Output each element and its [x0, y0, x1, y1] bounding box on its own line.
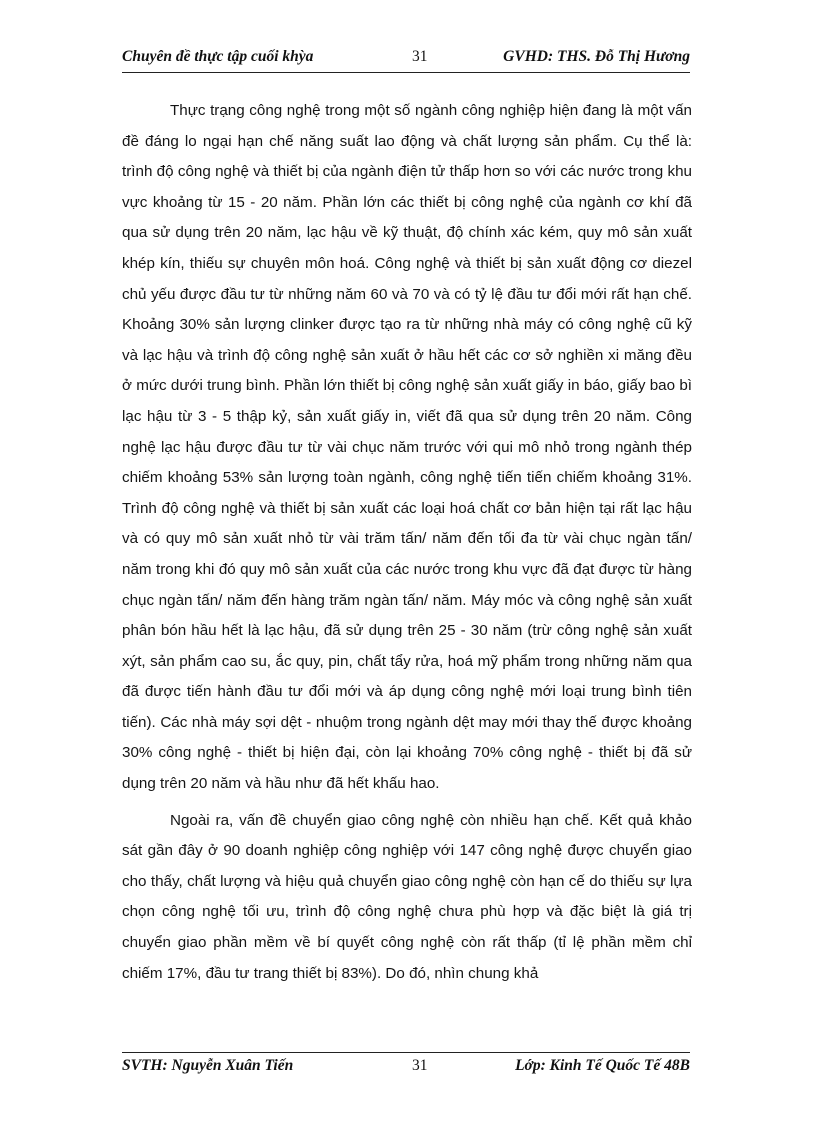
- header-left-text: Chuyên đề thực tập cuối khỳa: [122, 48, 314, 65]
- body-text: [122, 96, 692, 989]
- paragraph-technology-status: Thực trạng công nghệ trong một số ngành công nghiệp hiện đang là một vấn đề đáng lo ngại hạn chế năng suất lao động và chất lượng sản phẩm. Cụ thể là: trình độ công nghệ và thiết bị của ngành điện tử thấp hơn so với các nước trong khu vực khoảng từ 15 - 20 năm. Phần lớn các thiết bị công nghệ của ngành cơ khí đã qua sử dụng trên 20 năm, lạc hậu về kỹ thuật, độ chính xác kém, quy mô sản xuất khép kín, thiếu sự chuyên môn hoá. Công nghệ và thiết bị sản xuất động cơ diezel chủ yếu được đầu tư từ những năm 60 và 70 và có tỷ lệ đầu tư đổi mới rất hạn chế. Khoảng 30% sản lượng clinker được tạo ra từ những nhà máy có công nghệ cũ kỹ và lạc hậu và trình độ công nghệ sản xuất ở hầu hết các cơ sở nghiền xi măng đều ở mức dưới trung bình. Phần lớn thiết bị công nghệ sản xuất giấy in báo, giấy bao bì lạc hậu từ 3 - 5 thập kỷ, sản xuất giấy in, viết đã qua sử dụng trên 20 năm. Công nghệ lạc hậu được đầu tư từ vài chục năm trước với qui mô nhỏ trong ngành thép chiếm khoảng 53% sản lượng toàn ngành, công nghệ tiến tiến chiếm khoảng 31%. Trình độ công nghệ và thiết bị sản xuất các loại hoá chất cơ bản hiện tại rất lạc hậu và có quy mô sản xuất nhỏ từ vài trăm tấn/ năm đến tối đa từ vài chục ngàn tấn/ năm trong khi đó quy mô sản xuất của các nước trong khu vực đã đạt được từ hàng chục ngàn tấn/ năm đến hàng trăm ngàn tấn/ năm. Máy móc và công nghệ sản xuất phân bón hầu hết là lạc hậu, đã sử dụng trên 25 - 30 năm (trừ công nghệ sản xuất xýt, sản phẩm cao su, ắc quy, pin, chất tẩy rửa, hoá mỹ phẩm trong những năm qua đã được tiến hành đầu tư đổi mới và áp dụng công nghệ mới loại trung bình tiên tiến). Các nhà máy sợi dệt - nhuộm trong ngành dệt may mới thay thế được khoảng 30% công nghệ - thiết bị hiện đại, còn lại khoảng 70% công nghệ - thiết bị đã sử dụng trên 20 năm và hầu như đã hết khấu hao.: [122, 102, 692, 793]
- page-footer: [122, 1057, 690, 1079]
- footer-divider: [122, 1052, 690, 1053]
- header-divider: [122, 72, 690, 73]
- footer-right-text: Lớp: Kinh Tế Quốc Tế 48B: [515, 1057, 690, 1074]
- paragraph-technology-transfer: Ngoài ra, vấn đề chuyển giao công nghệ còn nhiều hạn chế. Kết quả khảo sát gần đây ở 90 doanh nghiệp công nghiệp với 147 công nghệ được chuyển giao cho thấy, chất lượng và hiệu quả chuyển giao công nghệ còn hạn cế do thiếu sự lựa chọn công nghệ tối ưu, trình độ công nghệ chưa phù hợp và đặc biệt là giá trị chuyển giao phần mềm về bí quyết công nghệ còn rất thấp (tỉ lệ phần mềm chỉ chiếm 17%, đầu tư trang thiết bị 83%). Do đó, nhìn chung khả: [122, 811, 692, 982]
- header-right-text: GVHD: THS. Đỗ Thị Hương: [503, 48, 690, 65]
- footer-page-number: 31: [412, 1057, 428, 1074]
- page-header: [122, 48, 690, 70]
- header-page-number: 31: [412, 48, 428, 65]
- footer-left-text: SVTH: Nguyễn Xuân Tiến: [122, 1057, 294, 1074]
